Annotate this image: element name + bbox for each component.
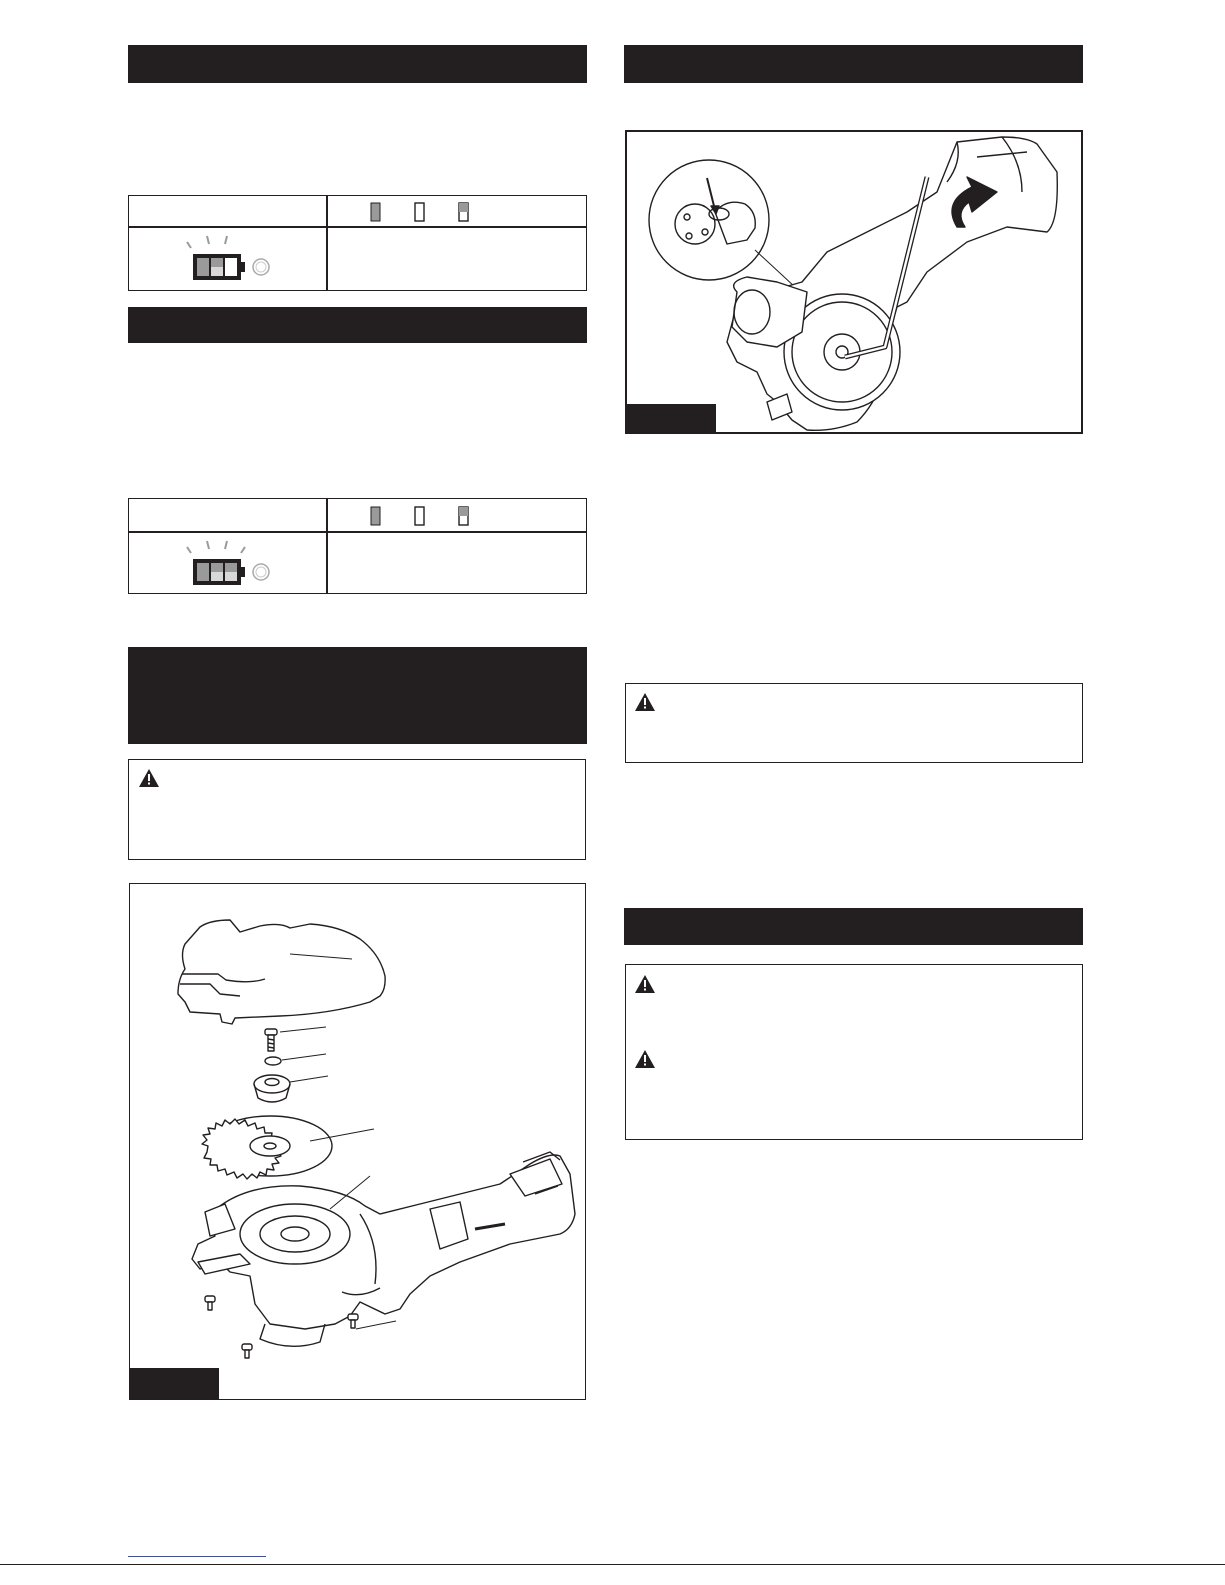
legend-swatches-icon (369, 201, 479, 223)
page-bottom-rule (0, 1564, 1225, 1565)
hex-wrench-illustration (627, 132, 1081, 432)
footer-link-underline[interactable] (128, 1556, 266, 1557)
legend-swatches-icon (369, 504, 479, 528)
battery-indicator-icon (179, 234, 279, 286)
battery-indicator-icon (179, 539, 279, 591)
figure-label (130, 1368, 219, 1399)
section-heading-bar (128, 307, 587, 343)
figure-blade-lock-hex-wrench (625, 130, 1083, 434)
section-heading-bar (624, 45, 1083, 83)
warning-triangle-icon (634, 974, 656, 994)
indicator-table (128, 195, 587, 291)
indicator-table (128, 498, 587, 594)
section-heading-bar-large (128, 647, 587, 744)
warning-triangle-icon (634, 1049, 656, 1069)
warning-box (128, 759, 586, 860)
figure-label (627, 404, 716, 432)
section-heading-bar (128, 45, 587, 83)
warning-triangle-icon (634, 692, 656, 712)
warning-triangle-icon (138, 768, 160, 788)
figure-blade-exploded-view (129, 883, 586, 1400)
section-heading-bar (624, 908, 1083, 945)
warning-box (625, 683, 1083, 763)
exploded-view-illustration (130, 884, 585, 1399)
warning-box (625, 964, 1083, 1140)
